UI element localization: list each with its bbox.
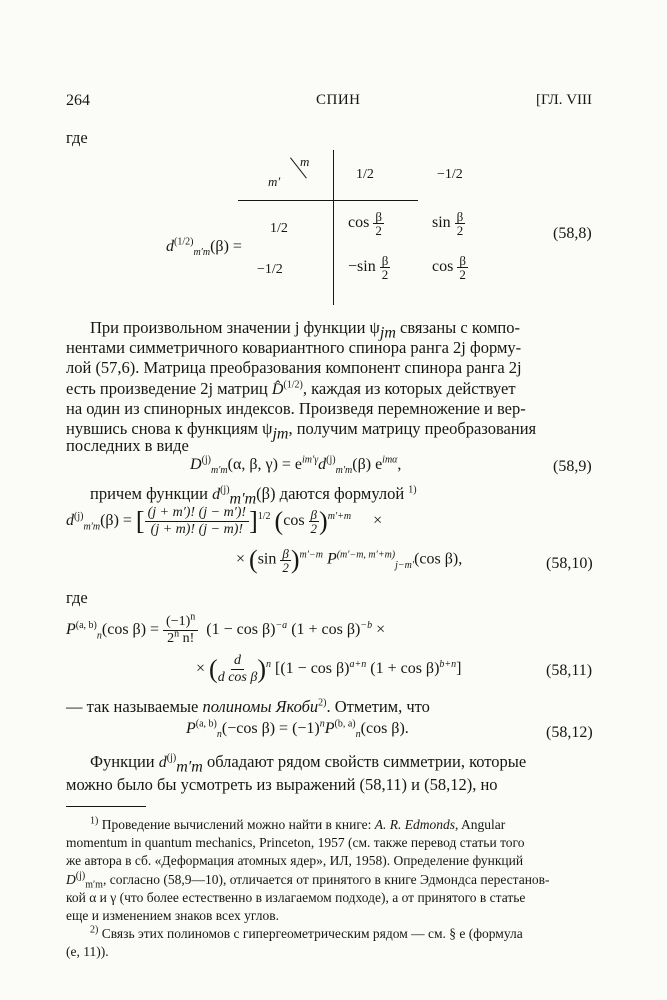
para1-line6: нувшись снова к функциям $\psi_{jm}$, получим матрицу преобразования <box>66 419 537 443</box>
equation-58-9: $D^{(j)}_{m'm}(\alpha$, β, $\gamma) = e^{im'\gamma}d^{(j)}_{m'm}(\beta)$ $e^{im\alpha}$, <box>190 454 402 477</box>
footnote-1-line5: кой α и γ (что более естественно в излагаемом подходе), а от принятого в статье <box>66 890 526 905</box>
para1-line5: на один из спинорных индексов. Произведя перемножение и вер- <box>66 399 526 418</box>
para1-line3: лой (57,6). Матрица преобразования компонент спинора ранга 2j <box>66 358 522 377</box>
eq-number-58-8: (58,8) <box>553 225 592 242</box>
jacobi-line: — так называемые полиномы Якоби$^{2)}$. Отметим, что <box>66 697 430 716</box>
matrix-row-header-2: −1/2 <box>257 262 283 277</box>
footnote-1-line1: $^{1)}$ Проведение вычислений можно найти в книге: A. R. Edmonds, Angular <box>90 815 506 832</box>
matrix-lhs: $d^{(1/2)}_{m'm}(\beta)$ = <box>166 236 242 259</box>
para2-line1: Функции $d^{(j)}_{m'm}$ обладают рядом свойств симметрии, которые <box>90 752 527 776</box>
footnote-1-line3: же автора в сб. «Деформация атомных ядер», ИЛ, 1958). Определение функций <box>66 853 524 868</box>
eq-number-58-11: (58,11) <box>546 662 593 679</box>
matrix-cell-12: sin $\frac{\beta}{2}$ <box>432 209 464 238</box>
footnote-1-line4: $D^{(j)}_{m'm}$, согласно (58,9—10), отличается от принятого в книге Эдмондса перестанов- <box>66 870 550 891</box>
equation-58-10-line2: × (sin $\frac{\beta}{2}$ )$^{m'-m}$ $P^{(m'-m, m'+m)}_{j-m'}(\cos$ β), <box>236 545 463 575</box>
eq-number-58-10: (58,10) <box>546 555 593 572</box>
para1-line2: нентами симметричного ковариантного спинора ранга 2j форму- <box>66 338 522 357</box>
matrix-cell-21: −sin $\frac{\beta}{2}$ <box>348 253 389 282</box>
para1-line7: последних в виде <box>66 436 189 455</box>
footnote-1-line6: еще и изменением знаков всех углов. <box>66 908 279 923</box>
running-title: СПИН <box>316 92 361 108</box>
eq-number-58-12: (58,12) <box>546 724 593 741</box>
matrix-row-header-1: 1/2 <box>270 221 288 236</box>
matrix-cell-22: cos $\frac{\beta}{2}$ <box>432 253 466 282</box>
matrix-corner-col: m <box>300 154 310 169</box>
page-number: 264 <box>66 92 90 109</box>
equation-58-10-line1: $d^{(j)}_{m'm}(\beta)$ = [ $\frac{(j + m')! (j - m')!}{(j + m)! (j - m)!}$ ]$^{1/2}$ (cos $\frac{\beta}{2}$ )$^{m'+m}$ × <box>66 505 383 537</box>
equation-58-12: P$^{(a, b)}_n$(−cos $\beta) = (-1)^nP^{(b, a)}_n(\cos$ β). <box>186 718 409 741</box>
matrix-col-header-2: −1/2 <box>437 167 463 182</box>
para1-line1: При произвольном значении j функции $\psi_{jm}$ связаны с компо- <box>90 318 520 342</box>
matrix-corner-row: m′ <box>268 174 281 189</box>
matrix-col-header-1: 1/2 <box>356 167 374 182</box>
para1-line4: есть произведение 2j матриц D̂$^{(1/2)}$, каждая из которых действует <box>66 379 516 398</box>
eq-number-58-9: (58,9) <box>553 458 592 475</box>
equation-58-11-line2: × ( $\frac{d}{\text{d cos β}}$ )$^n$ [$(1 - \cos \beta)^{a+n}$ $(1 + \cos \beta)^{b+n}$] <box>196 653 462 685</box>
footnote-1-line2: momentum in quantum mechanics, Princeton, 1957 (см. также перевод статьи того <box>66 835 525 850</box>
where-label: где <box>66 128 88 147</box>
matrix-horizontal-rule <box>238 200 418 201</box>
where-label-2: где <box>66 588 88 607</box>
chapter-label: [ГЛ. VIII <box>536 92 593 108</box>
equation-58-11-line1: P$^{(a, b)}_n$(cos β) = $\frac{(-1)^n}{2^n n!}$ $(1 - \cos \beta)^{-a}$ $(1 + \cos \beta)^{-b}$ × <box>66 611 386 646</box>
para2-line2: можно было бы усмотреть из выражений (58,11) и (58,12), но <box>66 775 498 794</box>
matrix-cell-11: cos $\frac{\beta}{2}$ <box>348 209 382 238</box>
footnote-rule <box>66 806 146 807</box>
prichem-line: причем функции $d^{(j)}_{m'm}(\beta)$ даются формулой $^{1)}$ <box>90 484 417 508</box>
footnote-2-line2: (е, 11)). <box>66 944 109 959</box>
footnote-2-line1: $^{2)}$ Связь этих полиномов с гипергеометрическим рядом — см. § е (формула <box>90 924 523 941</box>
matrix-vertical-rule <box>333 150 334 305</box>
